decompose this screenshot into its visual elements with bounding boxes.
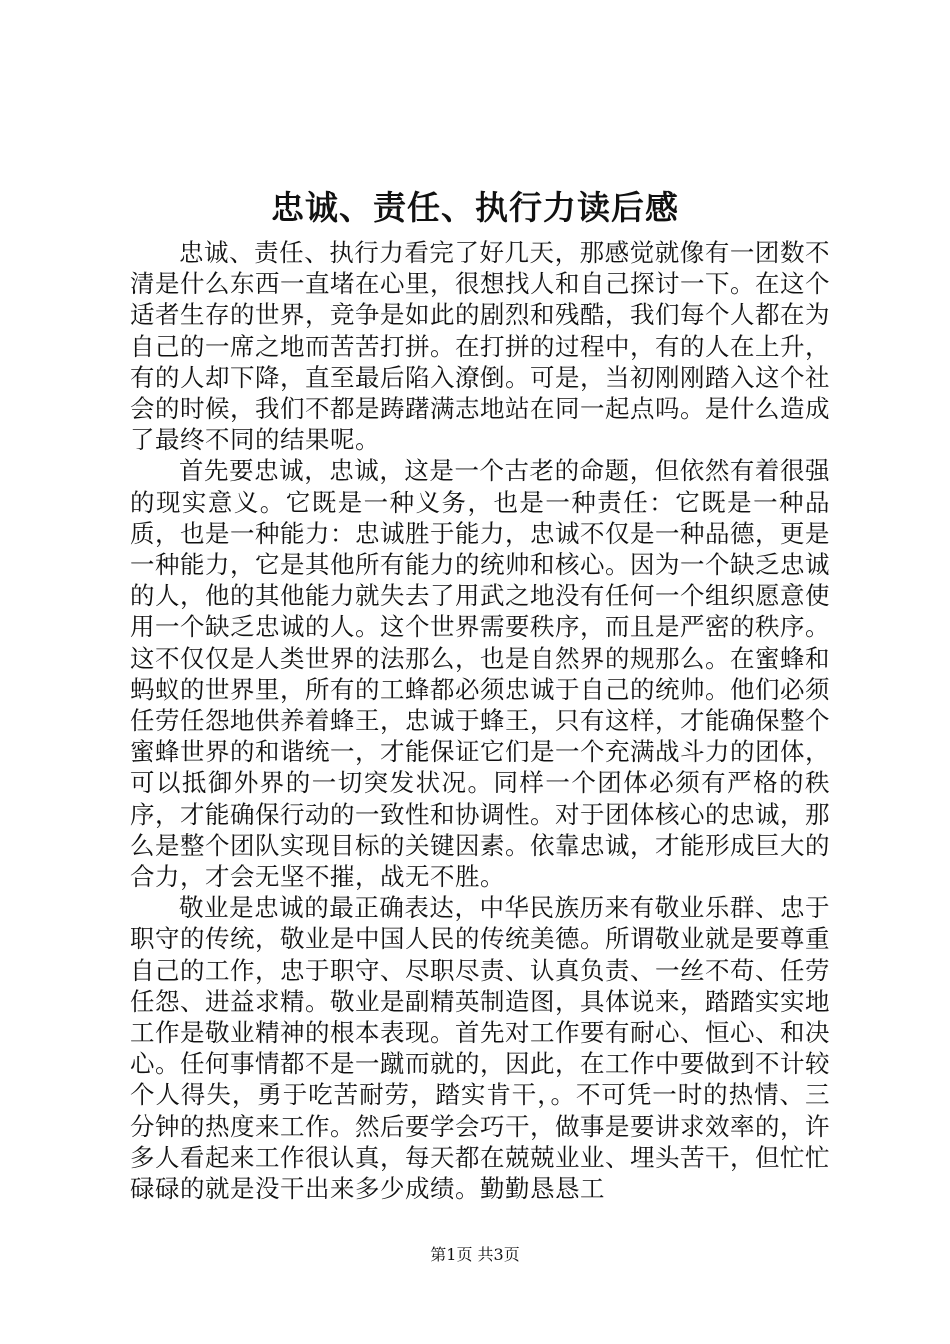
page-footer: 第1页 共3页 <box>430 1245 520 1264</box>
paragraph-2: 首先要忠诚，忠诚，这是一个古老的命题，但依然有着很强的现实意义。它既是一种义务，也是一种责任：它既是一种品质，也是一种能力：忠诚胜于能力，忠诚不仅是一种品德，更是一种能力，它是其他所有能力的统帅和核心。因为一个缺乏忠诚的人，他的其他能力就失去了用武之地没有任何一个组织愿意使用一个缺乏忠诚的人。这个世界需要秩序，而且是严密的秩序。这不仅仅是人类世界的法那么，也是自然界的规那么。在蜜蜂和蚂蚁的世界里，所有的工蜂都必须忠诚于自己的统帅。他们必须任劳任怨地供养着蜂王，忠诚于蜂王，只有这样，才能确保整个蜜蜂世界的和谐统一，才能保证它们是一个充满战斗力的团体，可以抵御外界的一切突发状况。同样一个团体必须有严格的秩序，才能确保行动的一致性和协调性。对于团体核心的忠诚，那么是整个团队实现目标的关键因素。依靠忠诚，才能形成巨大的合力，才会无坚不摧，战无不胜。 <box>130 456 830 892</box>
document-body <box>130 237 830 1204</box>
paragraph-1: 忠诚、责任、执行力看完了好几天，那感觉就像有一团数不清是什么东西一直堵在心里，很想找人和自己探讨一下。在这个适者生存的世界，竞争是如此的剧烈和残酷，我们每个人都在为自己的一席之地而苦苦打拼。在打拼的过程中，有的人在上升，有的人却下降，直至最后陷入潦倒。可是，当初刚刚踏入这个社会的时候，我们不都是踌躇满志地站在同一起点吗。是什么造成了最终不同的结果呢。 <box>130 238 830 455</box>
document-title: 忠诚、责任、执行力读后感 <box>271 188 679 227</box>
paragraph-3: 敬业是忠诚的最正确表达，中华民族历来有敬业乐群、忠于职守的传统，敬业是中国人民的传统美德。所谓敬业就是要尊重自己的工作，忠于职守、尽职尽责、认真负责、一丝不苟、任劳任怨、进益求精。敬业是副精英制造图，具体说来，踏踏实实地工作是敬业精神的根本表现。首先对工作要有耐心、恒心、和决心。任何事情都不是一蹴而就的，因此，在工作中要做到不计较个人得失，勇于吃苦耐劳，踏实肯干，。不可凭一时的热情、三分钟的热度来工作。然后要学会巧干，做事是要讲求效率的，许多人看起来工作很认真，每天都在兢兢业业、埋头苦干，但忙忙碌碌的就是没干出来多少成绩。勤勤恳恳工 <box>130 893 830 1204</box>
